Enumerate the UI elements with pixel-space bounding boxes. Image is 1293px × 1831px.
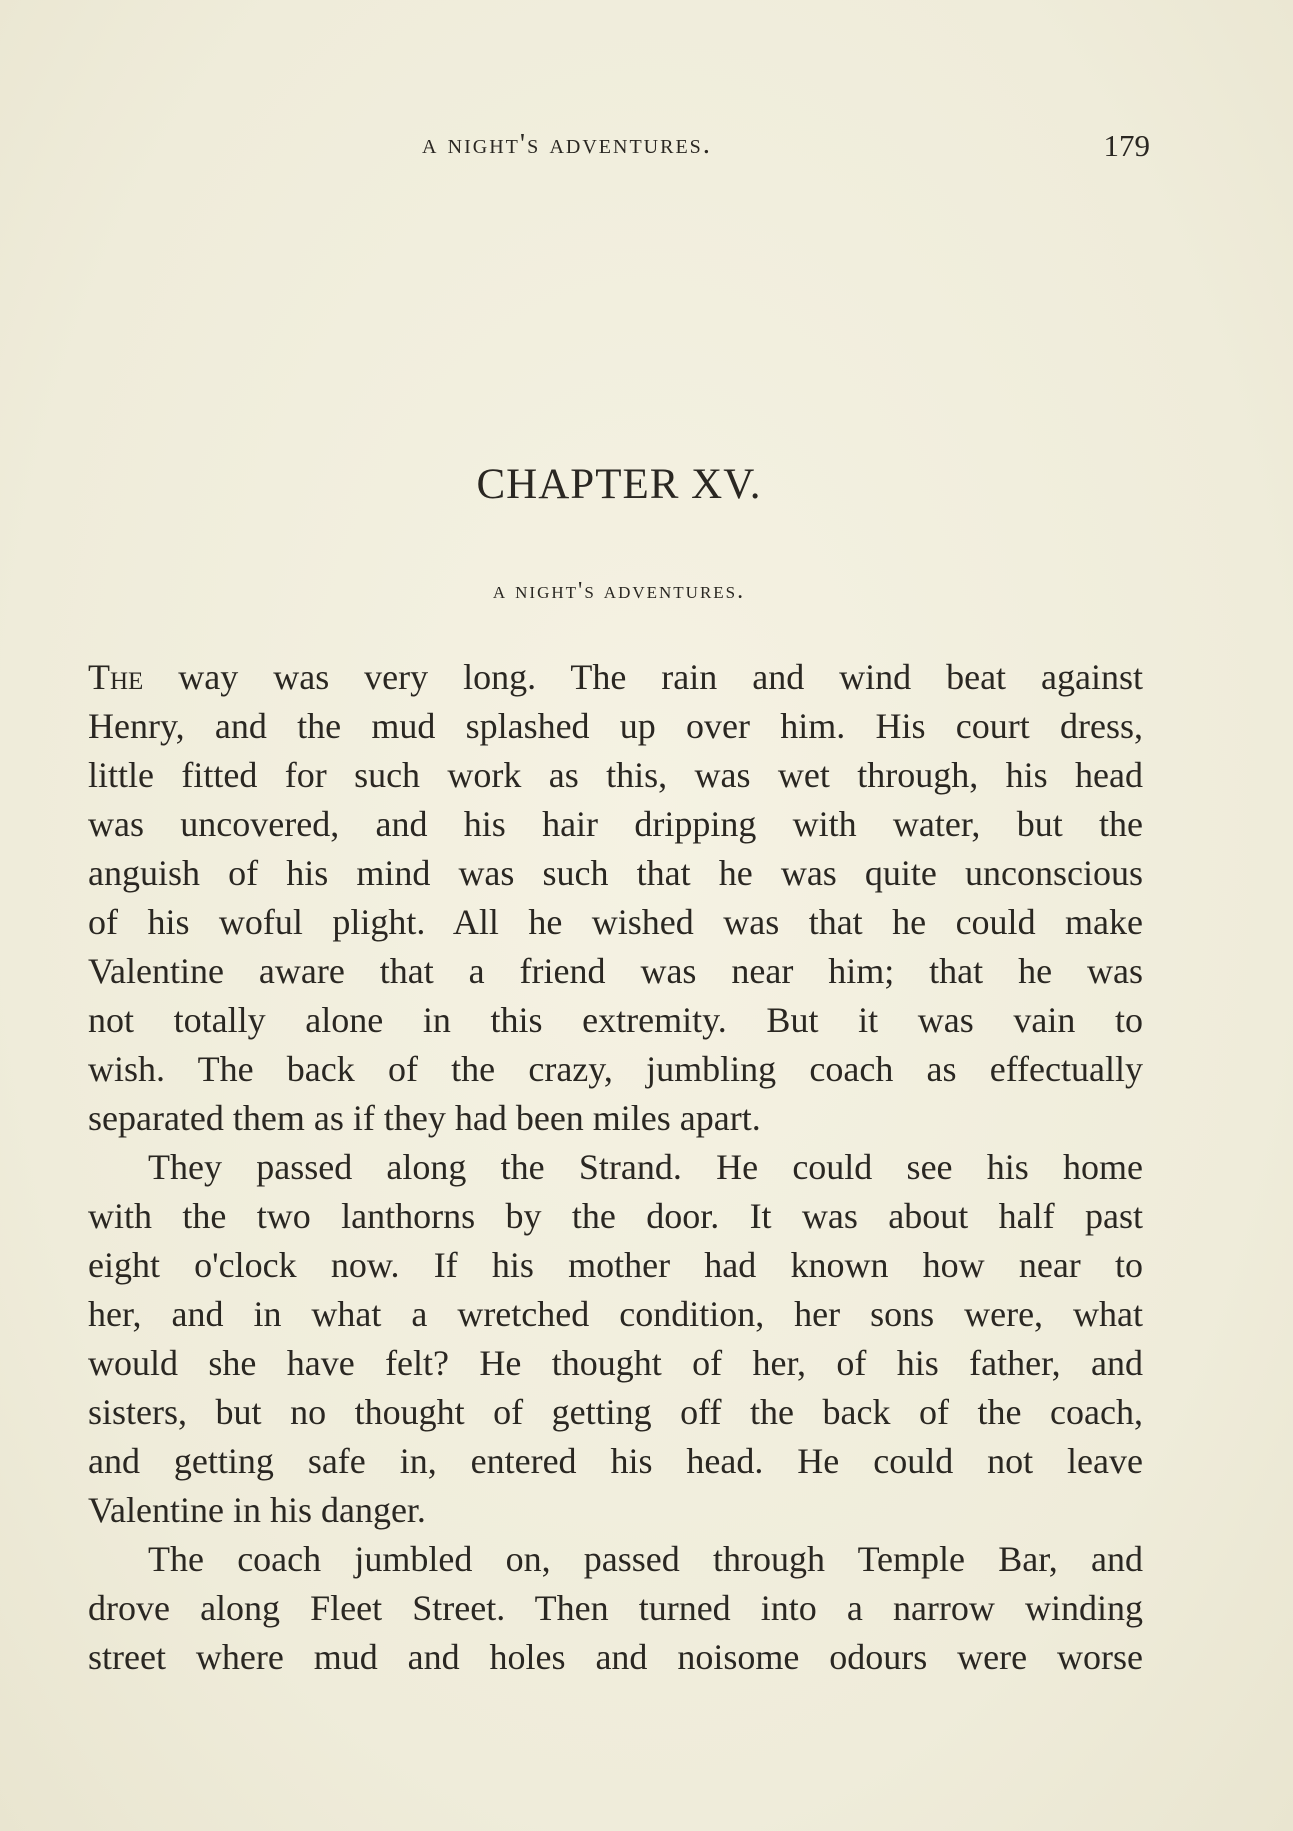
page-number: 179: [1103, 128, 1150, 163]
text-line: eight o'clock now. If his mother had known how near to: [88, 1245, 1143, 1285]
running-head: [88, 128, 1150, 168]
text-line: wish. The back of the crazy, jumbling coach as effectually: [88, 1049, 1143, 1089]
text-line: Henry, and the mud splashed up over him. His court dress,: [88, 706, 1143, 746]
text-line: The coach jumbled on, passed through Temple Bar, and: [148, 1539, 1143, 1579]
text-line: with the two lanthorns by the door. It was about half past: [88, 1196, 1143, 1236]
chapter-heading: CHAPTER XV.: [476, 461, 762, 508]
text-line: and getting safe in, entered his head. He could not leave: [88, 1441, 1143, 1481]
text-line: not totally alone in this extremity. But it was vain to: [88, 1000, 1143, 1040]
text-line: little fitted for such work as this, was wet through, his head: [88, 755, 1143, 795]
text-line: of his woful plight. All he wished was that he could make: [88, 902, 1143, 942]
running-head-title: a night's adventures.: [421, 128, 713, 160]
text-line: her, and in what a wretched condition, her sons were, what: [88, 1294, 1143, 1334]
lead-word: The: [88, 657, 144, 697]
text-line: Valentine in his danger.: [88, 1490, 426, 1530]
text-line: They passed along the Strand. He could see his home: [148, 1147, 1143, 1187]
text-line: street where mud and holes and noisome odours were worse: [88, 1637, 1143, 1677]
text-line: was uncovered, and his hair dripping with water, but the: [88, 804, 1143, 844]
text-line: would she have felt? He thought of her, of his father, and: [88, 1343, 1143, 1383]
text-line: sisters, but no thought of getting off the back of the coach,: [88, 1392, 1143, 1432]
chapter-subtitle: a night's adventures.: [492, 578, 746, 604]
text-line: separated them as if they had been miles apart.: [88, 1098, 761, 1138]
text-line: drove along Fleet Street. Then turned into a narrow winding: [88, 1588, 1143, 1628]
text-line: The way was very long. The rain and wind beat against: [88, 657, 1143, 697]
body-text: [88, 653, 1143, 1682]
text-line: anguish of his mind was such that he was quite unconscious: [88, 853, 1143, 893]
text-line: Valentine aware that a friend was near him; that he was: [88, 951, 1143, 991]
